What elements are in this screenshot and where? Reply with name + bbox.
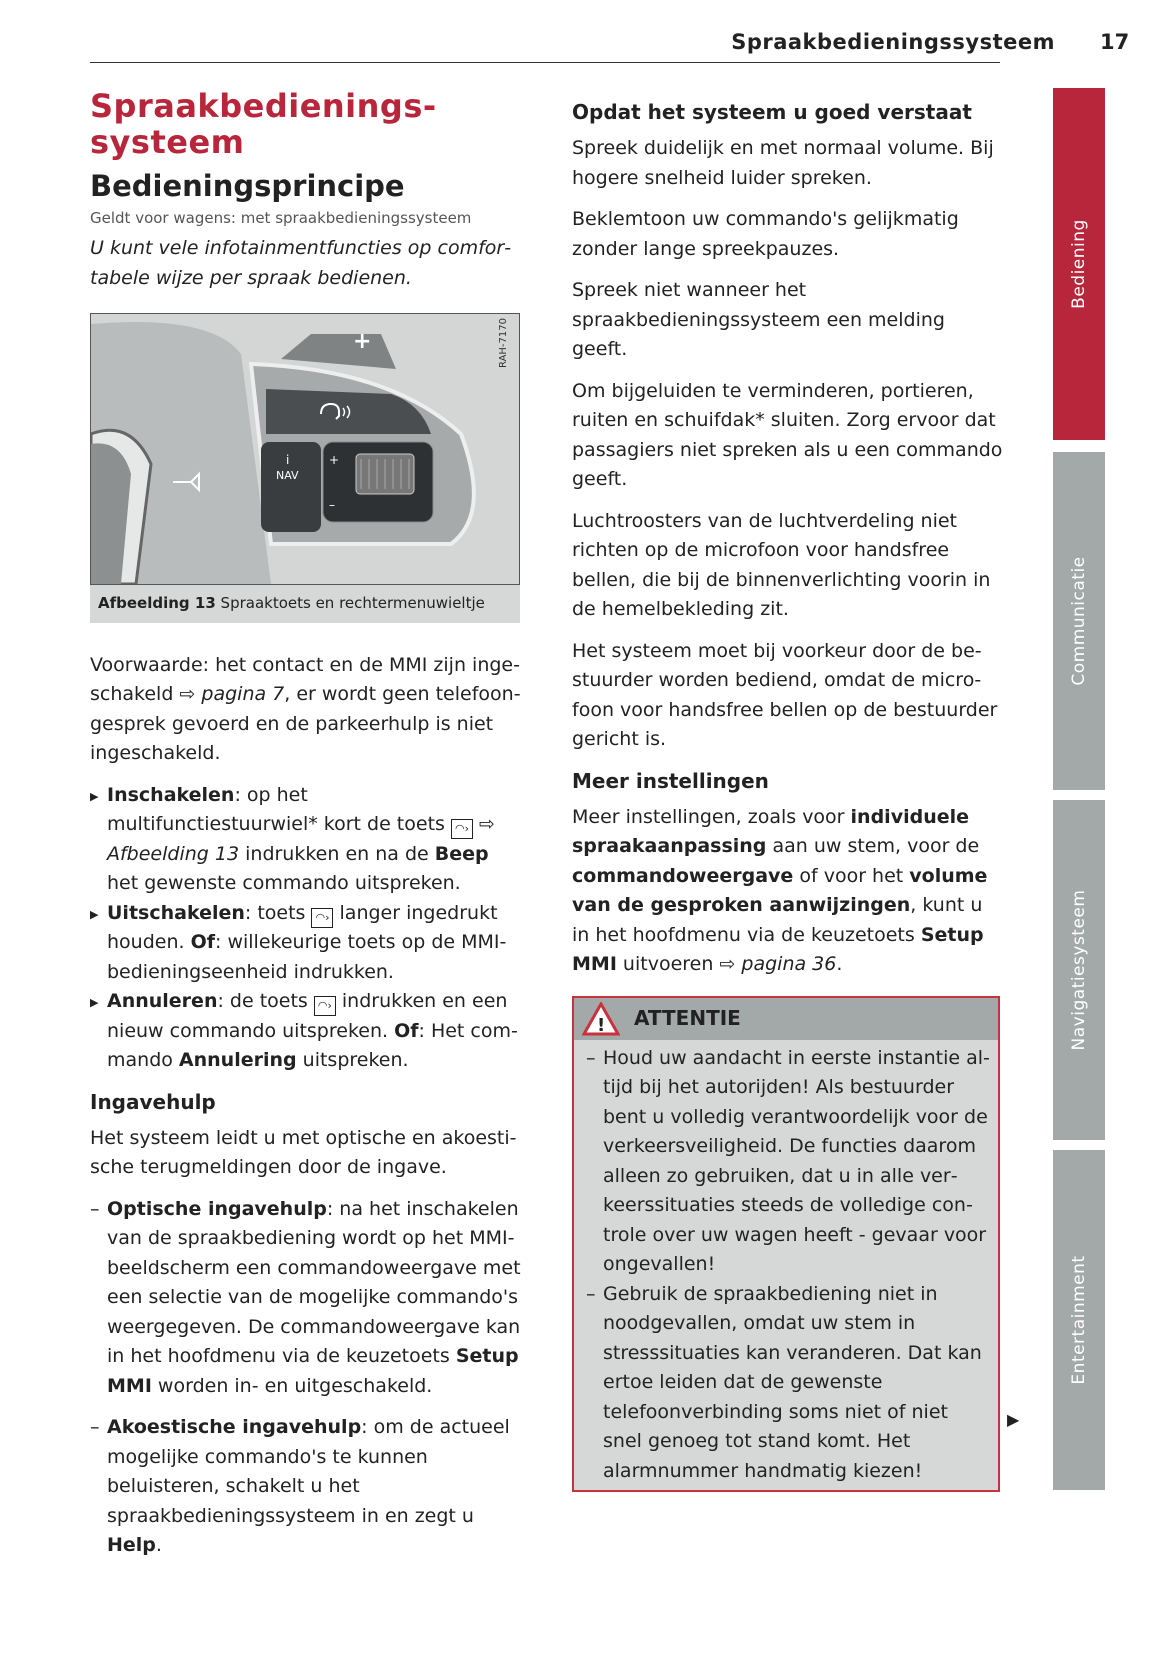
paragraph — [572, 507, 1004, 625]
text-run: : Het commando — [107, 1019, 518, 1071]
caption-text: Spraaktoets en rechtermenuwieltje — [220, 594, 485, 612]
text-run: indrukken en een nieuw commando uitspreken. — [107, 990, 508, 1042]
tab-navigatiesysteem[interactable] — [1053, 800, 1105, 1140]
paragraph — [572, 803, 1004, 980]
warning-title: ATTENTIE — [634, 1005, 741, 1030]
dash-marker: – — [586, 1046, 596, 1069]
warning-triangle-icon — [582, 1002, 620, 1036]
bold-term: Help — [107, 1534, 156, 1556]
voice-key-icon: ◠› — [311, 908, 333, 928]
bold-term: Optische ingavehulp — [107, 1197, 327, 1220]
bold-term: Of — [190, 931, 216, 953]
volume-plus-label: + — [329, 453, 340, 467]
dash-marker: – — [586, 1282, 596, 1305]
voice-key-icon: ◠› — [451, 819, 473, 839]
text-run: of voor het — [793, 864, 910, 887]
warning-box — [572, 996, 1000, 1493]
text-run: Spreek niet wanneer het spraakbedieningssysteem een melding geeft. — [572, 279, 945, 360]
subheading — [572, 98, 1004, 126]
text-run: Meer instellingen — [572, 768, 769, 793]
bold-term: Akoestische ingavehulp — [107, 1416, 362, 1438]
list-item — [90, 1413, 522, 1561]
list-item — [90, 899, 522, 988]
text-run: worden in- en uitgeschakeld. — [151, 1374, 433, 1397]
page-number: 17 — [1100, 30, 1130, 54]
list-item — [90, 1195, 522, 1402]
warning-item — [586, 1280, 990, 1487]
bold-term: Setup MMI — [107, 1345, 519, 1397]
paddle-plus-label: + — [353, 329, 372, 354]
text-run: , er wordt geen telefoongesprek gevoerd en de parkeerhulp is niet ingeschakeld. — [90, 683, 521, 764]
figure-steering-wheel — [90, 313, 520, 585]
paragraph — [90, 651, 522, 769]
svg-text:!: ! — [597, 1014, 606, 1036]
figure-id: RAH-7170 — [497, 318, 509, 368]
tab-label: Communicatie — [1069, 556, 1089, 686]
bold-term: Annulering — [178, 1049, 297, 1071]
text-run: Spreek duidelijk en met normaal volume. Bij hogere snelheid luider spreken. — [572, 137, 994, 189]
cross-reference-link[interactable]: ⇨ pagina 7 — [179, 683, 285, 705]
tab-label: Navigatiesysteem — [1069, 889, 1089, 1051]
chapter-title-line: systeem — [90, 123, 245, 161]
warning-text: Houd uw aandacht in eerste instantie altijd bij het autorijden! Als bestuurder bent u volledig verantwoordelijk voor de verkeersveiligheid. De functies daarom alleen zo gebruiken, dat u in alle verkeerssituaties steeds de volledige controle over uw wagen heeft - gevaar voor ongevallen! — [603, 1046, 990, 1275]
dash-marker: – — [90, 1197, 100, 1220]
bullet-arrow-icon: ▶ — [90, 996, 99, 1009]
bullet-arrow-icon: ▶ — [90, 789, 99, 803]
text-run: indrukken en na de — [239, 842, 435, 865]
chapter-title-line: Spraakbedienings- — [90, 87, 437, 125]
warning-text: Gebruik de spraakbediening niet in noodgevallen, omdat uw stem in stresssituaties kan veranderen. Dat kan ertoe leiden dat de gewenste telefoonverbinding soms niet of niet snel genoeg tot stand komt. Het alarmnummer handmatig kiezen! — [603, 1282, 982, 1482]
text-run: het gewenste commando uitspreken. — [107, 872, 461, 894]
text-run: Het systeem leidt u met optische en akoestische terugmeldingen door de ingave. — [90, 1126, 517, 1178]
header-divider — [90, 62, 1000, 63]
bold-term: volume van de gesproken aanwijzingen — [572, 864, 988, 916]
tab-communicatie[interactable] — [1053, 452, 1105, 790]
text-run: : na het inschakelen van de spraakbediening wordt op het MMI-beeldscherm een commandoweergave met een selectie van de mogelijke commando's weergegeven. De commandoweergave kan in het hoofdmenu via de keuzetoets — [107, 1197, 521, 1367]
cross-reference-link[interactable]: ⇨ pagina 36 — [719, 953, 837, 975]
text-run: Ingavehulp — [90, 1089, 216, 1114]
paragraph — [572, 377, 1004, 495]
cross-reference-link[interactable]: ⇨ Afbeelding 13 — [107, 813, 495, 865]
text-run: : willekeurige toets op de MMI-bedieningseenheid indrukken. — [107, 931, 507, 983]
text-run: uitvoeren — [616, 953, 720, 975]
text-run: : op het multifunctiestuurwiel* kort de toets — [107, 783, 451, 835]
continued-arrow-icon: ▶ — [1007, 1410, 1020, 1429]
text-run: , kunt u in het hoofdmenu via de keuzetoets — [572, 894, 983, 946]
right-body — [572, 98, 1004, 980]
paragraph — [572, 637, 1004, 755]
volume-minus-label: – — [329, 498, 335, 512]
tab-entertainment[interactable] — [1053, 1150, 1105, 1490]
text-run: langer ingedrukt houden. — [107, 901, 498, 953]
list-item — [90, 781, 522, 899]
paragraph — [572, 134, 1004, 193]
nav-button-label: NAV — [276, 469, 299, 482]
left-column — [90, 88, 522, 1573]
paragraph — [90, 1124, 522, 1183]
text-run: Beklemtoon uw commando's gelijkmatig zonder lange spreekpauzes. — [572, 208, 959, 260]
right-column — [572, 88, 1004, 1492]
dash-marker: – — [90, 1416, 100, 1438]
warning-header — [574, 998, 998, 1040]
text-run: : de toets — [217, 990, 314, 1012]
text-run: . — [155, 1534, 162, 1556]
list-item — [90, 987, 522, 1076]
bold-term: Beep — [434, 842, 489, 865]
section-title: Bedieningsprincipe — [90, 169, 405, 203]
paragraph — [572, 205, 1004, 264]
text-run: Om bijgeluiden te verminderen, portieren, ruiten en schuifdak* sluiten. Zorg ervoor dat passagiers niet spreken als u een commando geeft. — [572, 379, 1003, 490]
caption-label: Afbeelding 13 — [98, 594, 216, 612]
paragraph — [572, 276, 1004, 365]
text-run: . — [836, 953, 843, 975]
bold-term: Setup MMI — [572, 923, 984, 975]
applies-to: Geldt voor wagens: met spraakbedieningssysteem — [90, 209, 472, 227]
bold-term: Uitschakelen — [107, 901, 245, 924]
warning-item — [586, 1044, 990, 1280]
bold-term: commandoweergave — [572, 864, 794, 887]
tab-label: Entertainment — [1069, 1255, 1089, 1385]
running-header: Spraakbedieningssysteem — [731, 30, 1055, 54]
text-run: uitspreken. — [296, 1049, 409, 1071]
text-run: Het systeem moet bij voorkeur door de bestuurder worden bediend, omdat de microfoon voor handsfree bellen op de bestuurder gericht is. — [572, 639, 998, 750]
bullet-arrow-icon: ▶ — [90, 907, 99, 921]
tab-bediening[interactable] — [1053, 88, 1105, 440]
text-run: Voorwaarde: het contact en de MMI zijn ingeschakeld — [90, 653, 520, 705]
nav-i-label: i — [286, 453, 290, 467]
bold-term: individuele spraakaanpassing — [572, 805, 970, 857]
bold-term: Inschakelen — [107, 783, 235, 806]
warning-body — [574, 1040, 998, 1491]
subheading — [572, 767, 1004, 795]
text-run: Luchtroosters van de luchtverdeling niet richten op de microfoon voor handsfree bellen, die bij de binnenverlichting voorin in de hemelbekleding zit. — [572, 509, 991, 620]
bold-term: Annuleren — [107, 990, 218, 1012]
tab-label: Bediening — [1069, 219, 1089, 309]
subheading — [90, 1088, 522, 1116]
bold-term: Of — [394, 1019, 419, 1042]
voice-key-icon: ◠› — [314, 996, 336, 1016]
text-run: Opdat het systeem u goed verstaat — [572, 100, 972, 124]
intro-text: U kunt vele infotainmentfuncties op comfortabele wijze per spraak bedienen. — [90, 237, 512, 289]
text-run: : toets — [244, 901, 312, 924]
text-run: aan uw stem, voor de — [766, 835, 980, 857]
chapter-title — [90, 88, 522, 160]
text-run: : om de actueel mogelijke commando's te kunnen beluisteren, schakelt u het spraakbedieningssysteem in en zegt u — [107, 1416, 510, 1527]
text-run: Meer instellingen, zoals voor — [572, 805, 851, 828]
left-body — [90, 651, 522, 1561]
figure-caption — [90, 585, 520, 623]
